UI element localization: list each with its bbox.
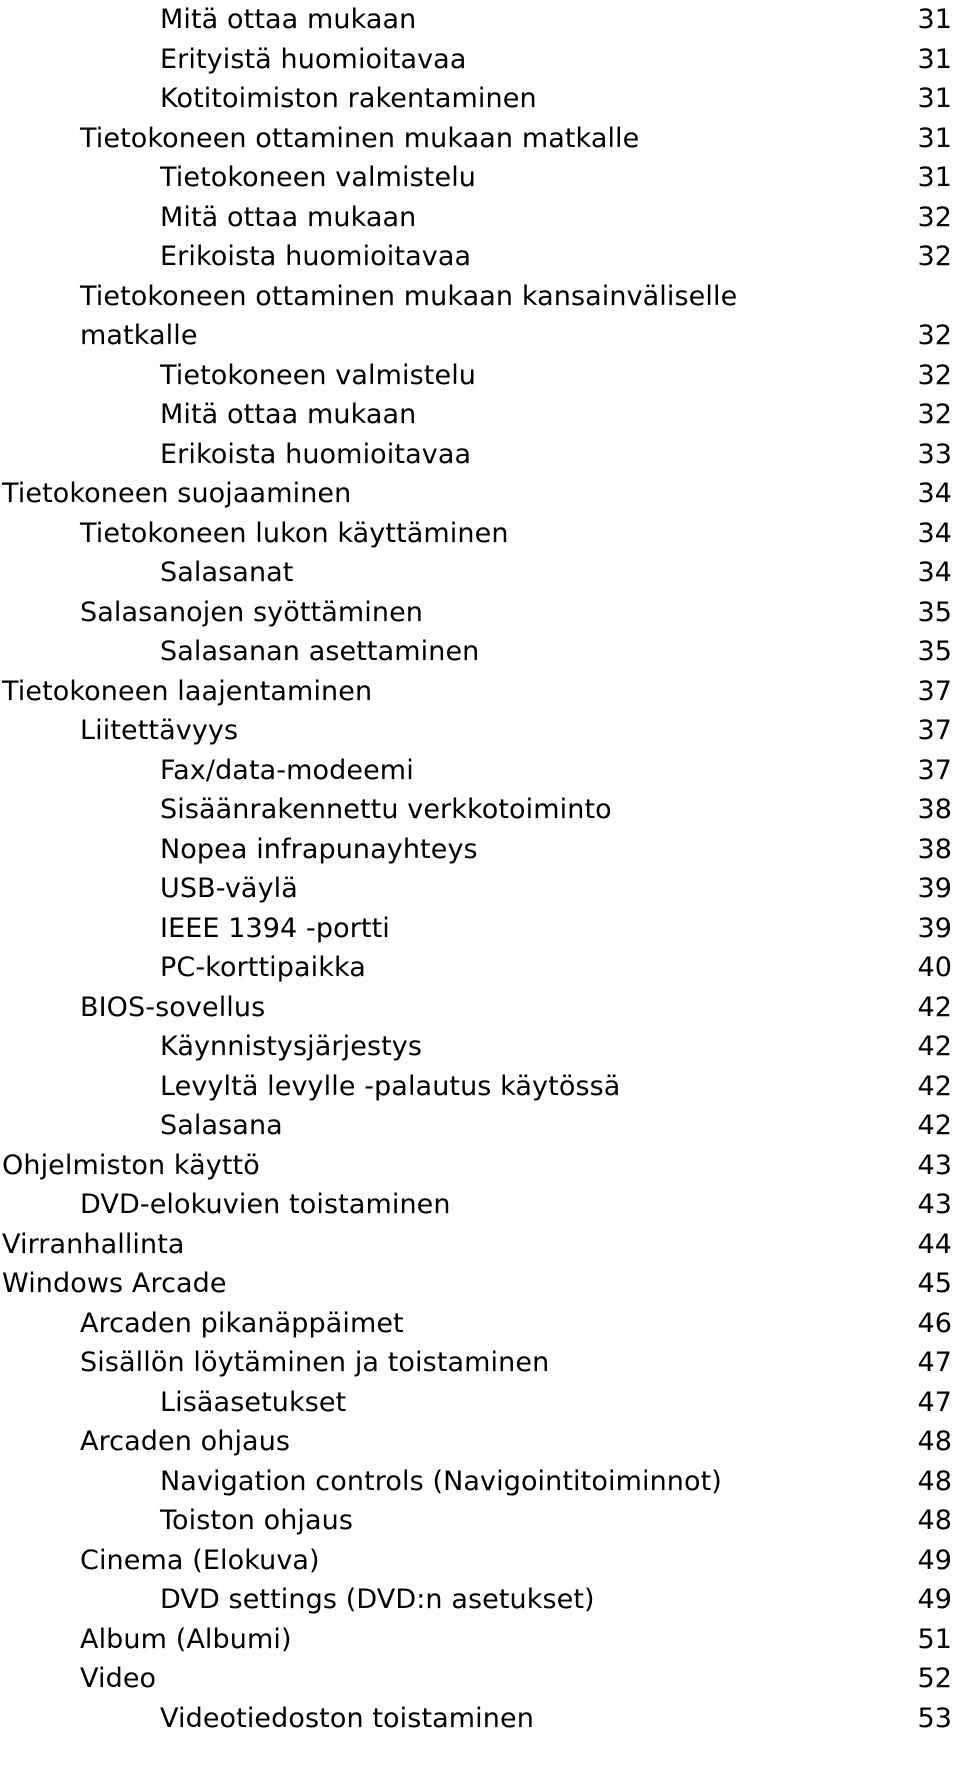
toc-entry-title: Fax/data-modeemi (160, 754, 414, 786)
toc-entry-page-number: 33 (917, 438, 952, 470)
toc-entry-title: Salasana (160, 1110, 283, 1141)
toc-entry-title: Tietokoneen ottaminen mukaan matkalle (80, 122, 640, 154)
toc-entry-page-number: 47 (917, 1386, 952, 1418)
toc-entry-page-number: 34 (917, 478, 952, 509)
toc-entry[interactable] (0, 1462, 960, 1502)
toc-entry[interactable] (0, 988, 960, 1028)
toc-entry[interactable] (0, 790, 960, 830)
toc-entry[interactable] (0, 514, 960, 554)
toc-entry[interactable] (0, 909, 960, 949)
toc-entry-title: Sisäänrakennettu verkkotoiminto (160, 794, 612, 825)
toc-entry-page-number: 52 (917, 1663, 952, 1694)
toc-entry-page-number: 44 (917, 1228, 952, 1260)
toc-entry[interactable] (0, 356, 960, 396)
toc-entry-page-number: 35 (917, 636, 952, 667)
toc-entry-page-number: 37 (917, 675, 952, 707)
toc-entry-title: Mitä ottaa mukaan (160, 4, 417, 35)
toc-entry[interactable] (0, 1146, 960, 1186)
toc-entry-page-number: 47 (917, 1347, 952, 1378)
toc-entry-title: Toiston ohjaus (160, 1505, 354, 1536)
toc-entry[interactable] (0, 277, 960, 317)
toc-entry-title: DVD-elokuvien toistaminen (80, 1189, 451, 1220)
toc-entry[interactable] (0, 435, 960, 475)
toc-entry[interactable] (0, 869, 960, 909)
toc-entry-page-number: 32 (917, 399, 952, 430)
toc-entry[interactable] (0, 593, 960, 633)
toc-entry-page-number: 42 (917, 1031, 952, 1062)
toc-entry[interactable] (0, 830, 960, 870)
toc-entry-page-number: 38 (917, 833, 952, 865)
toc-entry-page-number: 48 (917, 1465, 952, 1497)
toc-entry-page-number: 43 (917, 1149, 952, 1181)
toc-entry-page-number: 42 (917, 991, 952, 1023)
toc-entry-page-number: 32 (917, 359, 952, 391)
toc-entry[interactable] (0, 237, 960, 277)
toc-entry-page-number: 39 (917, 912, 952, 944)
toc-entry[interactable] (0, 1383, 960, 1423)
toc-entry-page-number: 42 (917, 1070, 952, 1102)
toc-entry[interactable] (0, 1225, 960, 1265)
toc-entry-title: PC-korttipaikka (160, 952, 366, 983)
toc-entry-title: Tietokoneen ottaminen mukaan kansainväliselle (80, 280, 738, 312)
toc-entry[interactable] (0, 158, 960, 198)
toc-entry-title: USB-väylä (160, 873, 298, 904)
toc-entry-title: Tietokoneen laajentaminen (2, 675, 373, 707)
toc-entry-title: Salasanojen syöttäminen (80, 596, 424, 628)
toc-entry-title: Levyltä levylle -palautus käytössä (160, 1070, 621, 1102)
toc-entry-title: Virranhallinta (2, 1228, 185, 1260)
toc-entry[interactable] (0, 1699, 960, 1739)
toc-entry[interactable] (0, 672, 960, 712)
toc-entry-title: Videotiedoston toistaminen (160, 1702, 534, 1734)
toc-entry-page-number: 31 (917, 4, 952, 35)
toc-entry[interactable] (0, 474, 960, 514)
toc-entry-page-number: 46 (917, 1307, 952, 1339)
toc-entry-title: Tietokoneen valmistelu (160, 359, 477, 391)
toc-entry[interactable] (0, 751, 960, 791)
toc-entry-title: Cinema (Elokuva) (80, 1544, 320, 1576)
toc-entry[interactable] (0, 1185, 960, 1225)
toc-entry[interactable] (0, 1027, 960, 1067)
toc-entry[interactable] (0, 1580, 960, 1620)
toc-entry-title: Mitä ottaa mukaan (160, 399, 417, 430)
toc-entry[interactable] (0, 119, 960, 159)
toc-entry-title: Mitä ottaa mukaan (160, 201, 417, 233)
toc-entry-page-number: 34 (917, 557, 952, 588)
toc-entry-title: Erikoista huomioitavaa (160, 438, 472, 470)
toc-entry-page-number: 39 (917, 873, 952, 904)
toc-entry-title: IEEE 1394 -portti (160, 912, 390, 944)
toc-entry-page-number: 35 (917, 596, 952, 628)
toc-entry[interactable] (0, 1106, 960, 1146)
toc-entry[interactable] (0, 1264, 960, 1304)
toc-entry-title: DVD settings (DVD:n asetukset) (160, 1584, 595, 1615)
toc-entry-title: Ohjelmiston käyttö (2, 1149, 260, 1181)
toc-entry[interactable] (0, 1501, 960, 1541)
toc-entry[interactable] (0, 1422, 960, 1462)
toc-entry[interactable] (0, 1541, 960, 1581)
toc-entry[interactable] (0, 316, 960, 356)
toc-entry-title: Video (80, 1663, 157, 1694)
toc-entry[interactable] (0, 553, 960, 593)
toc-entry-title: Lisäasetukset (160, 1386, 347, 1418)
toc-entry-page-number: 32 (917, 320, 952, 351)
toc-entry-page-number: 34 (917, 517, 952, 549)
toc-entry-page-number: 49 (917, 1584, 952, 1615)
toc-entry-page-number: 53 (917, 1702, 952, 1734)
toc-entry[interactable] (0, 79, 960, 119)
toc-entry-title: Erikoista huomioitavaa (160, 241, 472, 272)
toc-entry-title: Kotitoimiston rakentaminen (160, 83, 537, 114)
toc-entry-title: Tietokoneen lukon käyttäminen (80, 517, 509, 549)
toc-entry-title: Tietokoneen valmistelu (160, 162, 477, 193)
toc-entry-title: Arcaden ohjaus (80, 1426, 291, 1457)
toc-entry-title: Tietokoneen suojaaminen (2, 478, 352, 509)
toc-entry-page-number: 32 (917, 241, 952, 272)
toc-entry[interactable] (0, 1067, 960, 1107)
toc-entry-page-number: 31 (917, 43, 952, 75)
toc-entry-page-number: 40 (917, 952, 952, 983)
toc-entry-page-number: 37 (917, 715, 952, 746)
toc-entry-title: Käynnistysjärjestys (160, 1031, 423, 1062)
toc-entry-title: Arcaden pikanäppäimet (80, 1307, 404, 1339)
toc-entry-page-number: 51 (917, 1623, 952, 1655)
toc-entry-title: Salasanat (160, 557, 294, 588)
toc-entry[interactable] (0, 395, 960, 435)
toc-entry-title: Windows Arcade (2, 1268, 227, 1299)
toc-entry[interactable] (0, 711, 960, 751)
toc-entry-page-number: 31 (917, 122, 952, 154)
toc-entry-title: Liitettävyys (80, 715, 239, 746)
toc-entry[interactable] (0, 1343, 960, 1383)
toc-entry[interactable] (0, 0, 960, 40)
toc-entry[interactable] (0, 632, 960, 672)
toc-entry-title: Album (Albumi) (80, 1623, 292, 1655)
toc-entry-title: Nopea infrapunayhteys (160, 833, 478, 865)
toc-entry[interactable] (0, 1620, 960, 1660)
toc-entry-page-number: 49 (917, 1544, 952, 1576)
toc-entry-title: BIOS-sovellus (80, 991, 266, 1023)
toc-entry-page-number: 37 (917, 754, 952, 786)
toc-entry-page-number: 45 (917, 1268, 952, 1299)
toc-entry-page-number: 48 (917, 1505, 952, 1536)
toc-entry-title: matkalle (80, 320, 198, 351)
toc-entry-page-number: 43 (917, 1189, 952, 1220)
toc-entry-title: Erityistä huomioitavaa (160, 43, 467, 75)
toc-entry[interactable] (0, 198, 960, 238)
toc-entry-page-number: 32 (917, 201, 952, 233)
toc-entry-page-number: 42 (917, 1110, 952, 1141)
toc-entry-title: Salasanan asettaminen (160, 636, 480, 667)
toc-entry-title: Navigation controls (Navigointitoiminnot) (160, 1465, 722, 1497)
toc-entry[interactable] (0, 1659, 960, 1699)
toc-entry-title: Sisällön löytäminen ja toistaminen (80, 1347, 550, 1378)
toc-entry-page-number: 31 (917, 162, 952, 193)
toc-entry[interactable] (0, 40, 960, 80)
toc-entry[interactable] (0, 948, 960, 988)
toc-entry-page-number: 31 (917, 83, 952, 114)
toc-entry-page-number: 38 (917, 794, 952, 825)
toc-entry[interactable] (0, 1304, 960, 1344)
toc-entry-page-number: 48 (917, 1426, 952, 1457)
